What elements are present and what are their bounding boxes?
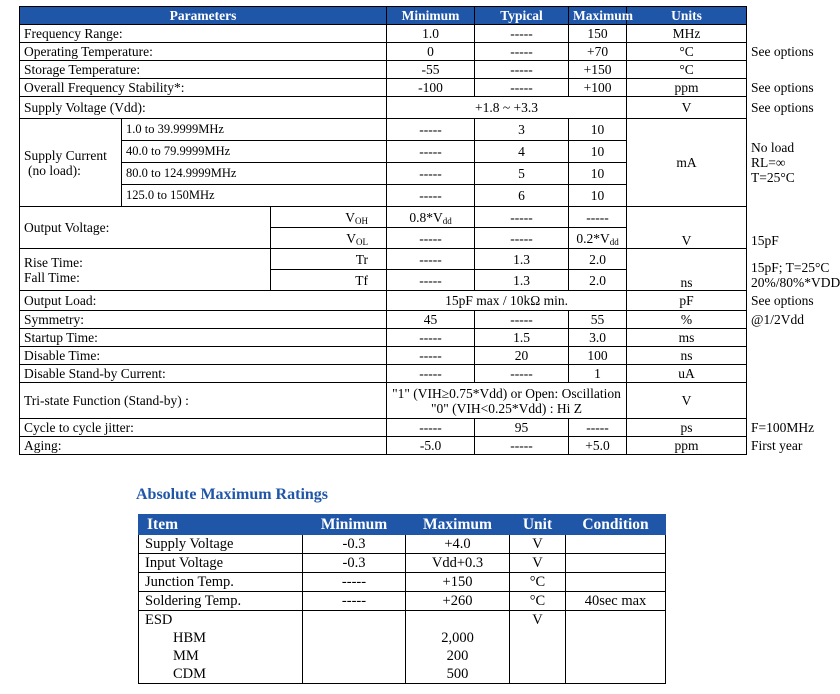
table-row [139, 573, 666, 592]
unit-value: ps [627, 419, 747, 437]
load-value: 15pF max / 10kΩ min. [387, 291, 627, 311]
unit-value: uA [627, 365, 747, 383]
spec-header-row: Parameters Minimum Typical Maximum Units Notes [20, 7, 747, 25]
item-name: Input Voltage [139, 554, 303, 573]
min-value: -100 [387, 79, 475, 97]
vol-symbol: $V_{OL}$ [271, 228, 387, 249]
row-rise-time: Rise Time: Tr ----- 1.3 2.0 ns 15pF; T=25°C 20%/80%*VDD [20, 249, 747, 270]
typ-value: ----- [475, 79, 569, 97]
max-value: +100 [569, 79, 627, 97]
tf-symbol: Tf [271, 270, 387, 291]
max-value: 10 [569, 185, 627, 207]
max-value: 150 [569, 25, 627, 43]
unit-value: ppm [627, 79, 747, 97]
unit-value: % [627, 311, 747, 329]
typ-value: 20 [475, 347, 569, 365]
unit-value: V [510, 535, 566, 554]
max-value: +150 [569, 61, 627, 79]
max-value: ----- [569, 419, 627, 437]
max-value: +150 [406, 573, 510, 592]
unit-value [510, 647, 566, 665]
min-value: ----- [387, 270, 475, 291]
unit-value: V [627, 207, 747, 249]
unit-value: °C [510, 592, 566, 611]
max-value: 10 [569, 141, 627, 163]
voh-symbol: $V_{OH}$ [271, 207, 387, 228]
tr-symbol: Tr [271, 249, 387, 270]
max-value: +5.0 [569, 437, 627, 455]
condition-value: 40sec max [566, 592, 666, 611]
row-frequency-stability: Overall Frequency Stability*: -100 ----- +100 ppm See options [20, 79, 747, 97]
min-value: -5.0 [387, 437, 475, 455]
min-value: 0 [387, 43, 475, 61]
freq-range: 40.0 to 79.9999MHz [122, 141, 387, 163]
condition-value [566, 629, 666, 647]
row-startup-time [20, 329, 747, 347]
param-label: Supply Voltage (Vdd): [20, 97, 387, 119]
max-value: $0.2*V_{dd}$ [569, 228, 627, 249]
row-frequency-range [20, 25, 747, 43]
row-jitter: Cycle to cycle jitter: ----- 95 ----- ps F=100MHz [20, 419, 747, 437]
condition-value [566, 647, 666, 665]
tristate-line1: "1" (VIH≥0.75*Vdd) or Open: Oscillation [392, 385, 621, 401]
typ-value: ----- [475, 61, 569, 79]
typ-value: 5 [475, 163, 569, 185]
esd-row [139, 611, 666, 630]
rise-label: Rise Time: [20, 249, 271, 270]
typ-value: ----- [475, 25, 569, 43]
fall-label: Fall Time: [20, 270, 271, 291]
min-value: ----- [387, 119, 475, 141]
table-row [139, 535, 666, 554]
typ-value: ----- [475, 365, 569, 383]
unit-value [510, 665, 566, 684]
condition-value [566, 535, 666, 554]
item-name: Supply Voltage [139, 535, 303, 554]
header-maximum: Maximum [406, 515, 510, 535]
max-value: 10 [569, 119, 627, 141]
max-value: 55 [569, 311, 627, 329]
item-name: Soldering Temp. [139, 592, 303, 611]
header-typical: Typical [475, 7, 569, 25]
header-maximum: Maximum [569, 7, 627, 25]
min-value: ----- [387, 163, 475, 185]
condition-value [566, 665, 666, 684]
min-value: ----- [303, 573, 406, 592]
min-value: ----- [387, 185, 475, 207]
typ-value: ----- [475, 228, 569, 249]
typ-value: 1.3 [475, 249, 569, 270]
row-symmetry: Symmetry: 45 ----- 55 % @1/2Vdd [20, 311, 747, 329]
max-value: 10 [569, 163, 627, 185]
freq-range: 125.0 to 150MHz [122, 185, 387, 207]
max-value: 200 [406, 647, 510, 665]
row-output-voltage-high: Output Voltage: $V_{OH}$ $0.8*V_{dd}$ ----- ----- V 15pF [20, 207, 747, 228]
table-row [139, 554, 666, 573]
row-tristate [20, 383, 747, 419]
typ-value: ----- [475, 43, 569, 61]
supply-current-label-line2: (no load): [28, 162, 81, 178]
max-value: 2,000 [406, 629, 510, 647]
typ-value: ----- [475, 207, 569, 228]
unit-value: ms [627, 329, 747, 347]
condition-value [566, 554, 666, 573]
unit-value [510, 629, 566, 647]
row-disable-time [20, 347, 747, 365]
unit-value: °C [627, 43, 747, 61]
min-value: ----- [387, 365, 475, 383]
param-label: Startup Time: [20, 329, 387, 347]
item-name: Junction Temp. [139, 573, 303, 592]
typ-value: ----- [475, 437, 569, 455]
table-row [139, 592, 666, 611]
unit-value: V [627, 97, 747, 119]
param-label: Aging: [20, 437, 387, 455]
min-value: ----- [387, 141, 475, 163]
absolute-max-ratings-table [138, 514, 666, 684]
item-name: MM [139, 647, 303, 665]
row-supply-voltage: Supply Voltage (Vdd): +1.8 ~ +3.3 V See options [20, 97, 747, 119]
row-output-load: Output Load: 15pF max / 10kΩ min. pF See options [20, 291, 747, 311]
range-value: +1.8 ~ +3.3 [387, 97, 627, 119]
min-value [303, 647, 406, 665]
supply-current-label-line1: Supply Current [24, 147, 107, 163]
condition-value [566, 573, 666, 592]
unit-value: V [627, 383, 747, 419]
max-value [406, 611, 510, 630]
param-label: Operating Temperature: [20, 43, 387, 61]
param-label: Disable Stand-by Current: [20, 365, 387, 383]
param-label: Storage Temperature: [20, 61, 387, 79]
min-value [303, 611, 406, 630]
item-name: HBM [139, 629, 303, 647]
unit-value: MHz [627, 25, 747, 43]
abs-header-row [139, 515, 666, 535]
specifications-table [19, 6, 840, 455]
typ-value: 4 [475, 141, 569, 163]
tristate-description [387, 383, 627, 419]
param-label: Output Load: [20, 291, 387, 311]
min-value [303, 629, 406, 647]
min-value: ----- [387, 249, 475, 270]
typ-value: 1.5 [475, 329, 569, 347]
row-supply-current-1: Supply Current (no load): 1.0 to 39.9999MHz ----- 3 10 mA No load RL=∞ T=25°C [20, 119, 747, 141]
row-aging: Aging: -5.0 ----- +5.0 ppm First year [20, 437, 747, 455]
typ-value: 6 [475, 185, 569, 207]
min-value: -0.3 [303, 554, 406, 573]
param-label: Overall Frequency Stability*: [20, 79, 387, 97]
max-value: 2.0 [569, 249, 627, 270]
param-label: Symmetry: [20, 311, 387, 329]
unit-value: °C [510, 573, 566, 592]
esd-sub-row [139, 647, 666, 665]
min-value: 45 [387, 311, 475, 329]
param-label: Cycle to cycle jitter: [20, 419, 387, 437]
max-value: ----- [569, 207, 627, 228]
item-name: CDM [139, 665, 303, 684]
max-value: 2.0 [569, 270, 627, 291]
row-standby-current [20, 365, 747, 383]
supply-current-label [20, 119, 122, 207]
esd-sub-row [139, 629, 666, 647]
row-storage-temperature [20, 61, 747, 79]
min-value: ----- [387, 347, 475, 365]
max-value: 1 [569, 365, 627, 383]
min-value: $0.8*V_{dd}$ [387, 207, 475, 228]
max-value: 3.0 [569, 329, 627, 347]
max-value: +4.0 [406, 535, 510, 554]
unit-value: ns [627, 347, 747, 365]
param-label: Output Voltage: [20, 207, 271, 249]
param-label: Frequency Range: [20, 25, 387, 43]
typ-value: 3 [475, 119, 569, 141]
min-value: -0.3 [303, 535, 406, 554]
min-value: ----- [387, 329, 475, 347]
header-units: Units [627, 7, 747, 25]
header-condition: Condition [566, 515, 666, 535]
unit-value: ppm [627, 437, 747, 455]
min-value: ----- [387, 228, 475, 249]
max-value: +70 [569, 43, 627, 61]
param-label: Disable Time: [20, 347, 387, 365]
unit-value: mA [627, 119, 747, 207]
max-value: +260 [406, 592, 510, 611]
condition-value [566, 611, 666, 630]
header-unit: Unit [510, 515, 566, 535]
unit-value: V [510, 554, 566, 573]
min-value: 1.0 [387, 25, 475, 43]
freq-range: 80.0 to 124.9999MHz [122, 163, 387, 185]
unit-value: pF [627, 291, 747, 311]
header-minimum: Minimum [387, 7, 475, 25]
min-value: -55 [387, 61, 475, 79]
item-name: ESD [139, 611, 303, 630]
typ-value: ----- [475, 311, 569, 329]
esd-sub-row [139, 665, 666, 684]
param-label: Tri-state Function (Stand-by) : [20, 383, 387, 419]
unit-value: °C [627, 61, 747, 79]
tristate-line2: "0" (VIH<0.25*Vdd) : Hi Z [431, 400, 583, 416]
header-parameters: Parameters [20, 7, 387, 25]
header-minimum: Minimum [303, 515, 406, 535]
unit-value: ns [627, 249, 747, 291]
freq-range: 1.0 to 39.9999MHz [122, 119, 387, 141]
min-value: ----- [387, 419, 475, 437]
row-operating-temperature: Operating Temperature: 0 ----- +70 °C See options [20, 43, 747, 61]
typ-value: 1.3 [475, 270, 569, 291]
min-value: ----- [303, 592, 406, 611]
header-item: Item [139, 515, 303, 535]
min-value [303, 665, 406, 684]
unit-value: V [510, 611, 566, 630]
max-value: 500 [406, 665, 510, 684]
max-value: 100 [569, 347, 627, 365]
max-value: Vdd+0.3 [406, 554, 510, 573]
section-title: Absolute Maximum Ratings [136, 486, 329, 503]
typ-value: 95 [475, 419, 569, 437]
